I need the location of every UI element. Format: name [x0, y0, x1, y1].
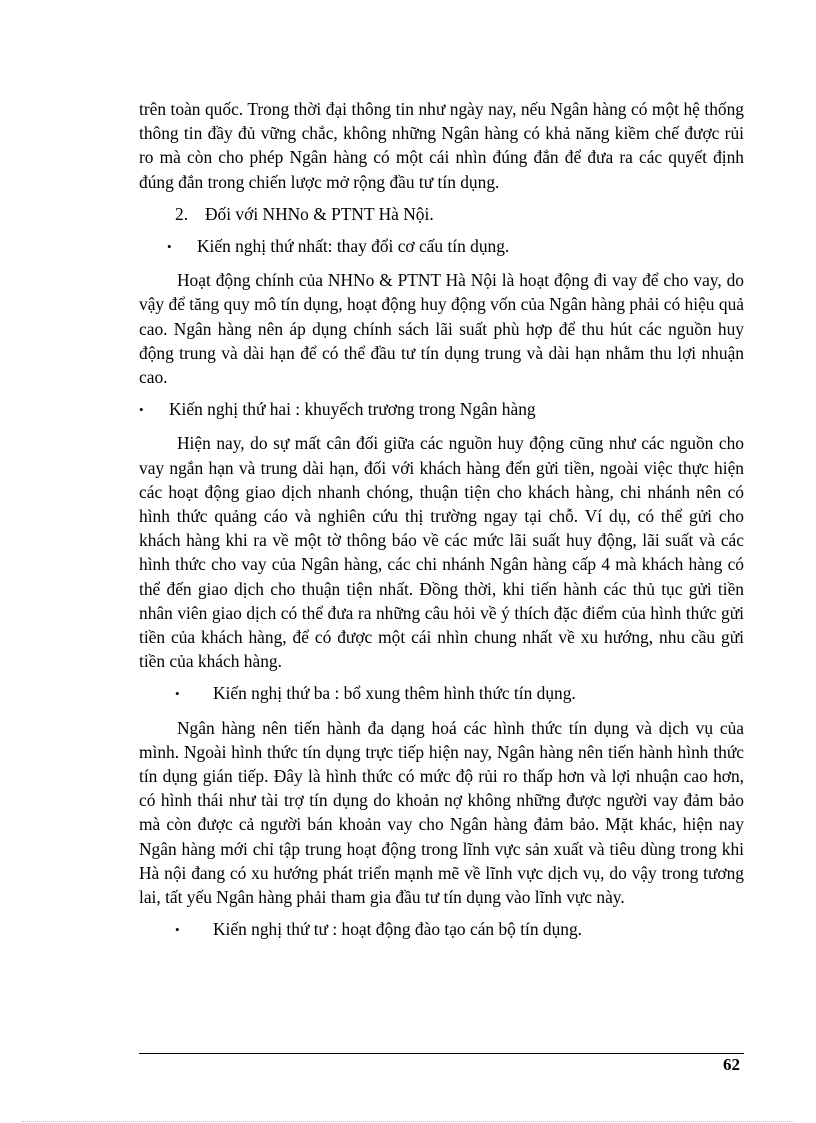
bullet-icon: • — [167, 239, 172, 255]
section-title: Đối với NHNo & PTNT Hà Nội. — [205, 203, 434, 224]
recommendation-3-body: Ngân hàng nên tiến hành đa dạng hoá các hình thức tín dụng và dịch vụ của mình. Ngoài hình thức tín dụng trực tiếp hiện nay, Ngân hàng nên tiến hành hình thức tín dụng gián tiếp. Đây là hình thức có mức độ rủi ro thấp hơn và lợi nhuận cao hơn, có hình thái như tài trợ tín dụng do khoản nợ không những được người vay đảm bảo mà còn được cả người bán khoản vay cho Ngân hàng đảm bảo. Mặt khác, hiện nay Ngân hàng mới chỉ tập trung hoạt động trong lĩnh vực sản xuất và tiêu dùng trong khi Hà nội đang có xu hướng phát triển mạnh mẽ về lĩnh vực dịch vụ, do vậy trong tương lai, tất yếu Ngân hàng phải tham gia đầu tư tín dụng vào lĩnh vực này. — [139, 717, 744, 908]
recommendation-1-body: Hoạt động chính của NHNo & PTNT Hà Nội là hoạt động đi vay để cho vay, do vậy để tăng quy mô tín dụng, hoạt động huy động vốn của Ngân hàng phải có hiệu quả cao. Ngân hàng nên áp dụng chính sách lãi suất phù hợp để thu hút các nguồn huy động trung và dài hạn để có thể đầu tư tín dụng trung và dài hạn nhằm thu lợi nhuận cao. — [139, 270, 744, 388]
recommendation-2-body: Hiện nay, do sự mất cân đối giữa các nguồn huy động cũng như các nguồn cho vay ngắn hạn và trung dài hạn, đối với khách hàng đến gửi tiền, ngoài việc thực hiện các hoạt động giao dịch nhanh chóng, thuận tiện cho khách hàng, chi nhánh nên có hình thức quảng cáo và nghiên cứu thị trường ngay tại chỗ. Ví dụ, có thể gửi cho khách hàng khi ra về một tờ thông báo về các mức lãi suất huy động, lãi suất và các hình thức cho vay của Ngân hàng, các chi nhánh Ngân hàng cấp 4 mà khách hàng có thể đến giao dịch cho thuận tiện nhất. Đồng thời, khi tiến hành các thủ tục gửi tiền nhân viên giao dịch có thể đưa ra những câu hỏi về ý thích đặc điểm của hình thức gửi tiền của khách hàng, để có được một cái nhìn chung nhất về xu hướng, nhu cầu gửi tiền của khách hàng. — [139, 433, 744, 672]
bullet-icon: • — [175, 922, 180, 938]
recommendation-1-heading — [139, 234, 744, 260]
recommendation-2-heading — [139, 397, 744, 423]
recommendation-4-title: Kiến nghị thứ tư : hoạt động đào tạo cán bộ tín dụng. — [213, 919, 583, 940]
recommendation-3-heading — [139, 681, 744, 707]
section-heading — [139, 202, 744, 226]
page-number: 62 — [723, 1055, 740, 1074]
recommendation-4-heading — [139, 917, 744, 943]
bullet-icon: • — [175, 686, 180, 702]
recommendation-3-title: Kiến nghị thứ ba : bổ xung thêm hình thức tín dụng. — [213, 683, 576, 704]
footer-divider — [139, 1053, 744, 1054]
intro-paragraph: trên toàn quốc. Trong thời đại thông tin như ngày nay, nếu Ngân hàng có một hệ thống thông tin đầy đủ vững chắc, không những Ngân hàng có khả năng kiềm chế được rủi ro mà còn cho phép Ngân hàng có một cái nhìn đúng đắn để đưa ra các quyết định đúng đắn trong chiến lược mở rộng đầu tư tín dụng. — [139, 99, 744, 192]
document-body — [139, 97, 744, 952]
recommendation-2-title: Kiến nghị thứ hai : khuyếch trương trong Ngân hàng — [169, 399, 536, 420]
recommendation-1-title: Kiến nghị thứ nhất: thay đổi cơ cấu tín dụng. — [197, 236, 510, 257]
bullet-icon: • — [139, 402, 144, 418]
section-number: 2. — [175, 203, 189, 224]
page-bottom-border — [22, 1121, 794, 1122]
